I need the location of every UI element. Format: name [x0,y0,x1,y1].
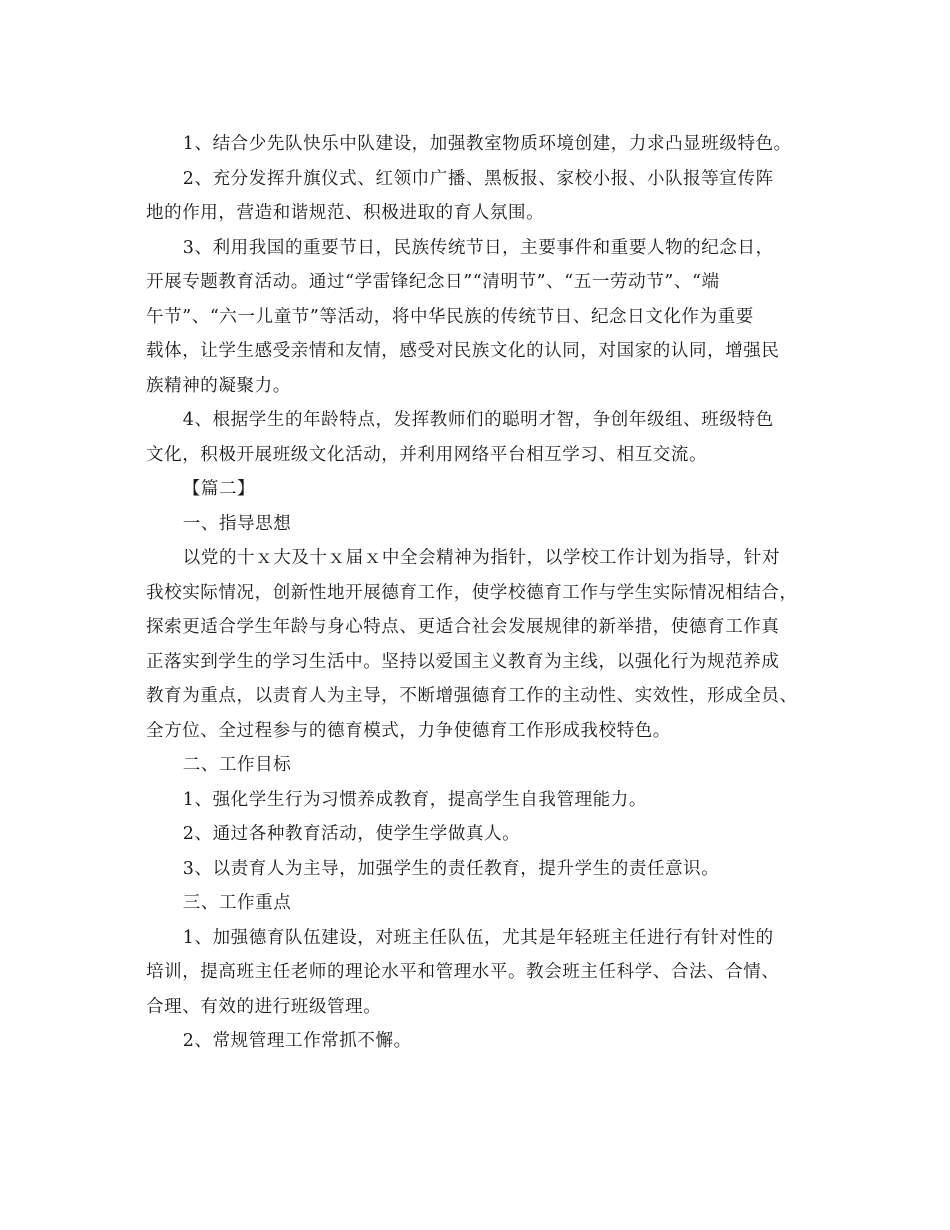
text-line: 教育为重点，以责育人为主导，不断增强德育工作的主动性、实效性，形成全员、 [146,686,798,706]
text-line: 地的作用，营造和谐规范、积极进取的育人氛围。 [146,203,545,223]
text-line: 1、结合少先队快乐中队建设，加强教室物质环境创建，力求凸显班级特色。 [182,134,792,154]
text-line: 1、加强德育队伍建设，对班主任队伍，尤其是年轻班主任进行有针对性的 [182,927,774,948]
text-line: 开展专题教育活动。通过“学雷锋纪念日”“清明节”、“五一劳动节”、“端 [146,272,720,292]
paragraph [146,403,800,472]
text-line: 3、以责育人为主导，加强学生的责任教育，提升学生的责任意识。 [182,858,720,879]
paragraph [146,231,800,404]
text-line: 2、通过各种教育活动，使学生学做真人。 [182,824,521,844]
text-line: 探索更适合学生年龄与身心特点、更适合社会发展规律的新举措，使德育工作真 [146,617,780,637]
text-line: 培训，提高班主任老师的理论水平和管理水平。教会班主任科学、合法、合情、 [146,962,780,982]
paragraph [146,1024,800,1059]
paragraph [146,541,800,748]
text-line: 全方位、全过程参与的德育模式，力争使德育工作形成我校特色。 [146,720,671,741]
paragraph [146,921,800,1025]
paragraph [146,783,800,818]
text-line: 2、常规管理工作常抓不懈。 [182,1031,412,1051]
paragraph [146,507,800,542]
paragraph [146,817,800,852]
text-line: 3、利用我国的重要节日，民族传统节日，主要事件和重要人物的纪念日， [182,237,774,258]
paragraph [146,472,800,507]
text-line: 二、工作目标 [182,755,292,775]
text-line: 以党的十ｘ大及十ｘ届ｘ中全会精神为指针，以学校工作计划为指导，针对 [182,548,781,568]
paragraph [146,127,800,162]
text-line: 三、工作重点 [182,893,292,913]
paragraph [146,852,800,887]
paragraph [146,748,800,783]
paragraph [146,162,800,231]
text-line: 【篇二】 [182,479,256,499]
text-line: 载体，让学生感受亲情和友情，感受对民族文化的认同，对国家的认同，增强民 [146,341,780,361]
text-line: 午节”、“六一儿童节”等活动，将中华民族的传统节日、纪念日文化作为重要 [146,306,754,327]
text-line: 正落实到学生的学习生活中。坚持以爱国主义教育为主线，以强化行为规范养成 [146,651,780,672]
text-line: 合理、有效的进行班级管理。 [146,996,382,1017]
text-line: 2、充分发挥升旗仪式、红领巾广播、黑板报、家校小报、小队报等宣传阵 [182,168,774,189]
text-line: 族精神的凝聚力。 [146,375,291,396]
text-line: 我校实际情况，创新性地开展德育工作，使学校德育工作与学生实际情况相结合， [146,582,798,603]
paragraph [146,886,800,921]
text-line: 1、强化学生行为习惯养成教育，提高学生自我管理能力。 [182,789,647,810]
text-line: 一、指导思想 [182,513,292,534]
text-line: 文化，积极开展班级文化活动，并利用网络平台相互学习、相互交流。 [146,444,708,465]
text-line: 4、根据学生的年龄特点，发挥教师们的聪明才智，争创年级组、班级特色 [182,410,774,430]
